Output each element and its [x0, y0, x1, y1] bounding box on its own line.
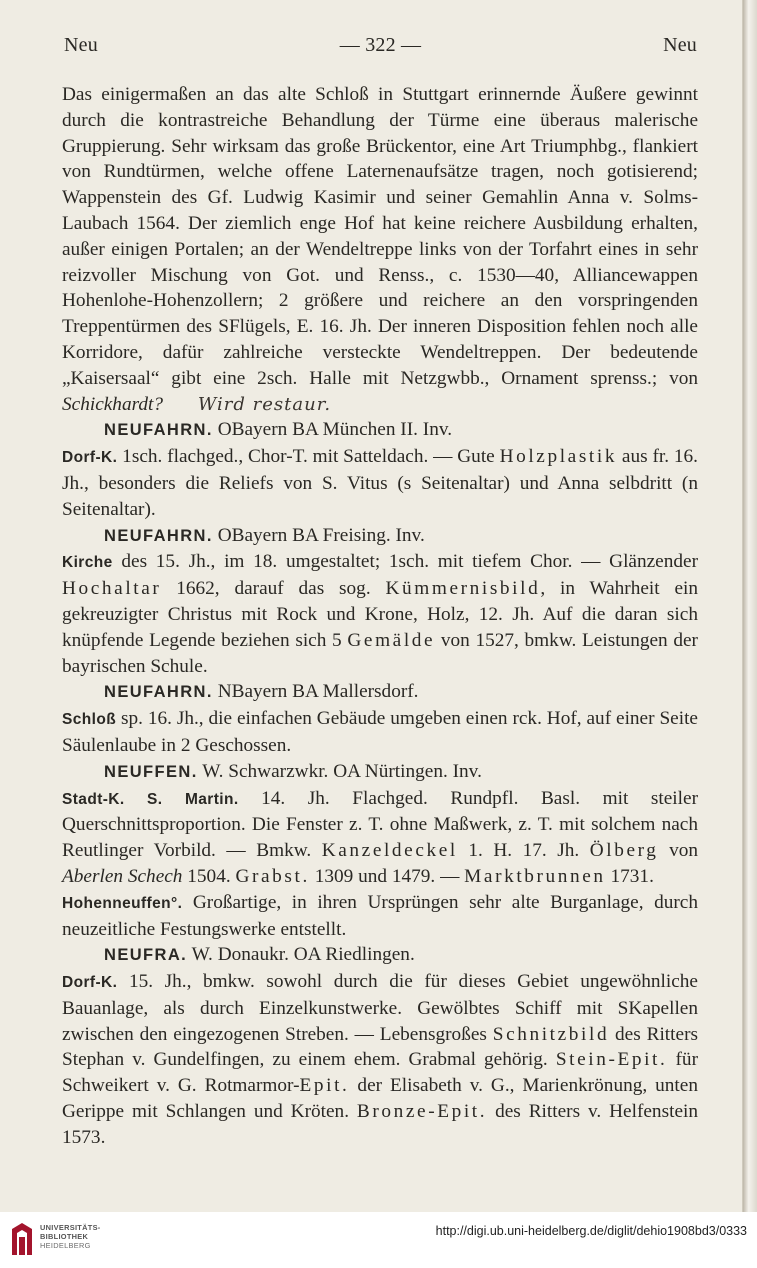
- permalink-url[interactable]: http://digi.ub.uni-heidelberg.de/diglit/dehio1908bd3/0333: [435, 1224, 747, 1238]
- library-name-line: BIBLIOTHEK: [40, 1232, 89, 1241]
- spaced-term: Hochaltar: [62, 578, 162, 600]
- section-text: aus fr. 16. Jh., besonders die Reliefs von S. Vitus (s Seitenaltar) und Anna selbdritt (n Seitenaltar).: [62, 446, 698, 520]
- running-head-left: Neu: [64, 34, 98, 56]
- section-text: sp. 16. Jh., die einfachen Gebäude umgeben einen rck. Hof, auf einer Seite Säulenlaube in 2 Geschossen.: [62, 708, 698, 756]
- section-label: Dorf-K.: [62, 974, 118, 992]
- spaced-term: Gemälde: [347, 629, 436, 651]
- section-text: Großartige, in ihren Ursprüngen sehr alte Burganlage, durch neuzeitliche Festungswerke entstellt.: [62, 891, 698, 940]
- page-number: — 322 —: [339, 34, 422, 56]
- section-text: 1309 und 1479. —: [309, 865, 465, 887]
- entry-section: [62, 549, 698, 679]
- section-label: Stadt-K. S. Martin.: [62, 790, 239, 808]
- attribution-italic: Schickhardt?: [62, 393, 164, 415]
- section-text: der Elisabeth v. G., Marienkrönung, unten Gerippe mit Schlangen und Kröten.: [62, 1075, 698, 1123]
- entry-heading-line: [62, 759, 698, 786]
- entry-heading-line: [62, 417, 698, 444]
- viewer-footer: [0, 1212, 757, 1268]
- entry-location: NBayern BA Mallersdorf.: [217, 681, 419, 703]
- section-text: von: [658, 840, 698, 862]
- section-text: für Schweikert v. G. Rotmarmor-: [62, 1049, 698, 1097]
- section-text: 1504.: [182, 865, 236, 887]
- university-library-logo-icon: [10, 1221, 34, 1257]
- section-label: Dorf-K.: [62, 449, 118, 467]
- entry-heading-line: [62, 679, 698, 706]
- artist-name-italic: Aberlen Schech: [62, 865, 183, 887]
- paragraph-text: Das einigermaßen an das alte Schloß in Stuttgart erinnernde Äußere gewinnt durch die kontrastreiche Behandlung der Türme eine überaus malerische Gruppierung. Sehr wirksam das große Brückentor, eine Art Triumphbg., flankiert von Rundtürmen, welche offene Laternenaufsätze tragen, noch gotisierend; Wappenstein des Gf. Ludwig Kasimir und seiner Gemahlin Anna v. Solms-Laubach 1564. Der ziemlich enge Hof hat keine reichere Ausbildung erhalten, außer einigen Portalen; an der Wendeltreppe links von der Torfahrt eines in sehr reizvoller Mischung von Got. und Renss., c. 1530—40, Alliancewappen Hohenlohe-Hohenzollern; 2 größere und reichere an den vorspringenden Treppentürmen des SFlügels, E. 16. Jh. Der inneren Disposition fehlen noch alle Korridore, dafür zahlreiche versteckte Wendeltreppen. Der bedeutende „Kaisersaal“ gibt eine 2sch. Halle mit Netzgwbb., Ornament sprenss.; von: [62, 84, 698, 389]
- entry-location: OBayern BA München II. Inv.: [217, 419, 453, 441]
- section-label: Kirche: [62, 554, 113, 572]
- section-text: des 15. Jh., im 18. umgestaltet; 1sch. mit tiefem Chor. — Glänzender: [121, 551, 699, 573]
- spaced-term: Ölberg: [589, 840, 659, 862]
- section-text: des Ritters Stephan v. Gundelfingen, zu einem ehem. Grabmal gehörig.: [62, 1023, 698, 1071]
- section-text: 15. Jh., bmkw. sowohl durch die für dieses Gebiet ungewöhnliche Bauanlage, als durch Einzelkunstwerke. Gewölbtes Schiff mit SKapellen zwischen den eingezogenen Streben. — Lebensgroßes: [62, 971, 698, 1045]
- section-text: von 1527, bmkw. Leistungen der bayrischen Schule.: [62, 629, 698, 677]
- section-text: 14. Jh. Flachged. Rundpfl. Basl. mit steiler Querschnittsproportion. Die Fenster z. T. ohne Maßwerk, z. T. mit solchem nach Reutlinger Vorbild. — Bmkw.: [62, 787, 698, 862]
- spaced-term: Marktbrunnen: [464, 865, 606, 887]
- continued-paragraph: [62, 82, 698, 417]
- entry-heading: NEUFRA.: [104, 946, 188, 965]
- entry-heading-line: [62, 523, 698, 550]
- running-head-right: Neu: [663, 34, 697, 56]
- spaced-term: Stein-Epit.: [555, 1049, 668, 1071]
- section-text: , in Wahrheit ein gekreuzigter Christus mit Rock und Krone, Holz, 12. Jh. Auf die daran sich knüpfende Legende beziehen sich 5: [62, 578, 699, 651]
- entry-heading: NEUFAHRN.: [104, 683, 213, 702]
- library-name: [40, 1223, 101, 1250]
- entry-location: W. Schwarzwkr. OA Nürtingen. Inv.: [202, 760, 482, 782]
- spaced-term: Kümmernisbild: [385, 578, 541, 600]
- section-text: 1731.: [605, 865, 654, 887]
- section-label: Hohenneuffen°.: [62, 894, 183, 912]
- entry-section: [62, 706, 698, 759]
- handwritten-note: Wird restaur.: [197, 393, 332, 415]
- entry-heading: NEUFAHRN.: [104, 526, 213, 545]
- entry-location: W. Donaukr. OA Riedlingen.: [191, 944, 415, 966]
- spaced-term: Bronze-Epit.: [356, 1101, 488, 1123]
- entry-location: OBayern BA Freising. Inv.: [217, 524, 425, 546]
- section-text: 1662, darauf das sog.: [161, 578, 386, 600]
- section-text: 1sch. flachged., Chor-T. mit Satteldach. — Gute: [122, 446, 500, 468]
- spaced-term: Schnitzbild: [492, 1023, 610, 1045]
- spaced-term: Holzplastik: [499, 446, 618, 468]
- spaced-term: Epit.: [299, 1075, 350, 1097]
- page-body: [62, 82, 698, 1151]
- entry-section: [62, 890, 698, 943]
- page-edge: [743, 0, 757, 1212]
- entry-heading: NEUFFEN.: [104, 762, 198, 781]
- entry-section: [62, 786, 698, 890]
- spaced-term: Grabst.: [235, 865, 310, 887]
- library-name-line: UNIVERSITÄTS-: [40, 1223, 101, 1232]
- entry-section: [62, 969, 698, 1151]
- entry-heading-line: [62, 942, 698, 969]
- entry-section: [62, 444, 698, 522]
- entry-heading: NEUFAHRN.: [104, 421, 213, 440]
- section-text: 1. H. 17. Jh.: [457, 840, 590, 862]
- spaced-term: Kanzeldeckel: [321, 840, 458, 862]
- library-name-line: HEIDELBERG: [40, 1241, 91, 1250]
- section-label: Schloß: [62, 711, 117, 729]
- running-head: [64, 34, 697, 62]
- section-text: des Ritters v. Helfenstein 1573.: [62, 1101, 698, 1148]
